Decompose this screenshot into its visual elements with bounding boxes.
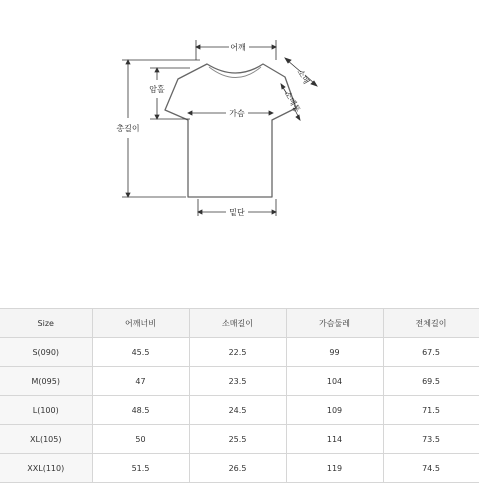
table-cell: 48.5 xyxy=(92,396,189,425)
table-cell: 71.5 xyxy=(383,396,479,425)
tshirt-measurement-diagram xyxy=(0,0,479,240)
table-cell: 51.5 xyxy=(92,454,189,483)
size-cell: S(090) xyxy=(0,338,92,367)
header-total-length: 전체길이 xyxy=(383,309,479,338)
size-cell: XXL(110) xyxy=(0,454,92,483)
table-cell: 45.5 xyxy=(92,338,189,367)
header-sleeve-length: 소매길이 xyxy=(189,309,286,338)
table-row xyxy=(0,338,479,367)
total-length-label: 총길이 xyxy=(116,124,140,133)
table-cell: 119 xyxy=(286,454,383,483)
table-cell: 99 xyxy=(286,338,383,367)
table-cell: 24.5 xyxy=(189,396,286,425)
size-table xyxy=(0,308,479,483)
table-cell: 22.5 xyxy=(189,338,286,367)
table-cell: 47 xyxy=(92,367,189,396)
table-cell: 26.5 xyxy=(189,454,286,483)
table-cell: 73.5 xyxy=(383,425,479,454)
table-cell: 50 xyxy=(92,425,189,454)
table-cell: 23.5 xyxy=(189,367,286,396)
table-header-row xyxy=(0,309,479,338)
header-shoulder-width: 어깨너비 xyxy=(92,309,189,338)
hem-label: 밑단 xyxy=(229,208,245,217)
table-row xyxy=(0,454,479,483)
table-cell: 104 xyxy=(286,367,383,396)
tshirt-outline xyxy=(165,64,296,197)
size-cell: XL(105) xyxy=(0,425,92,454)
table-row xyxy=(0,425,479,454)
sleeve-length-label: 소매 xyxy=(295,67,311,86)
table-row xyxy=(0,396,479,425)
table-cell: 25.5 xyxy=(189,425,286,454)
table-cell: 69.5 xyxy=(383,367,479,396)
shoulder-label: 어깨 xyxy=(230,43,246,52)
armhole-label: 암홀 xyxy=(149,85,165,94)
header-chest: 가슴둘레 xyxy=(286,309,383,338)
table-cell: 109 xyxy=(286,396,383,425)
sleeve-hem-label: 소매통 xyxy=(282,89,302,115)
size-cell: M(095) xyxy=(0,367,92,396)
table-cell: 67.5 xyxy=(383,338,479,367)
table-cell: 114 xyxy=(286,425,383,454)
chest-label: 가슴 xyxy=(229,109,245,118)
table-row xyxy=(0,367,479,396)
header-size: Size xyxy=(0,309,92,338)
table-cell: 74.5 xyxy=(383,454,479,483)
size-cell: L(100) xyxy=(0,396,92,425)
